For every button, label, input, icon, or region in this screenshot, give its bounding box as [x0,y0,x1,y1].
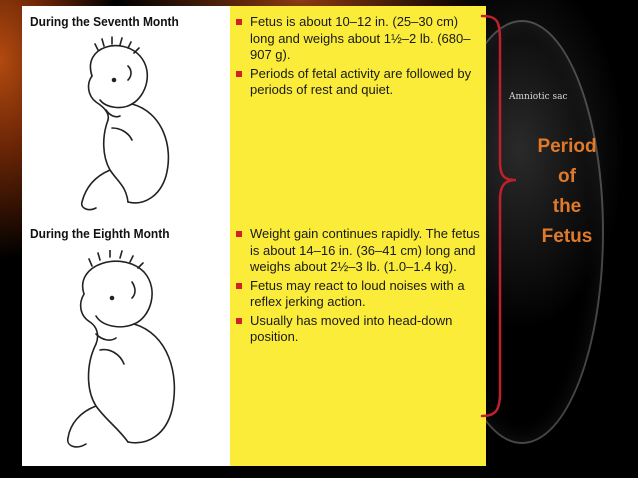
fetus-seventh-month-illustration [62,36,192,216]
section-title-seventh-month: During the Seventh Month [30,14,179,29]
bullet-square-icon [236,71,242,77]
bullet-square-icon [236,19,242,25]
bullet-square-icon [236,318,242,324]
period-label-line: the [552,196,582,217]
list-item: Weight gain continues rapidly. The fetus is about 14–16 in. (36–41 cm) long and weighs about 2½–3 lb. (1.0–1.4 kg). [234,226,480,276]
period-label-line: Fetus [541,226,593,247]
bracket-brace-icon [480,12,520,422]
bullet-square-icon [236,283,242,289]
list-item: Fetus may react to loud noises with a reflex jerking action. [234,278,480,311]
list-item: Periods of fetal activity are followed by periods of rest and quiet. [234,66,480,99]
period-of-the-fetus-label [524,132,610,252]
bullet-square-icon [236,231,242,237]
list-item: Usually has moved into head-down position. [234,313,480,346]
list-item: Fetus is about 10–12 in. (25–30 cm) long and weighs about 1½–2 lb. (680–907 g). [234,14,480,64]
fetus-eighth-month-illustration [56,250,196,460]
period-label-line: Period [537,136,597,157]
amniotic-sac-label: Amniotic sac [509,92,568,102]
period-label-line: of [558,166,576,187]
eighth-month-bullet-list [234,226,480,348]
seventh-month-bullet-list [234,14,480,101]
section-title-eighth-month: During the Eighth Month [30,226,170,241]
